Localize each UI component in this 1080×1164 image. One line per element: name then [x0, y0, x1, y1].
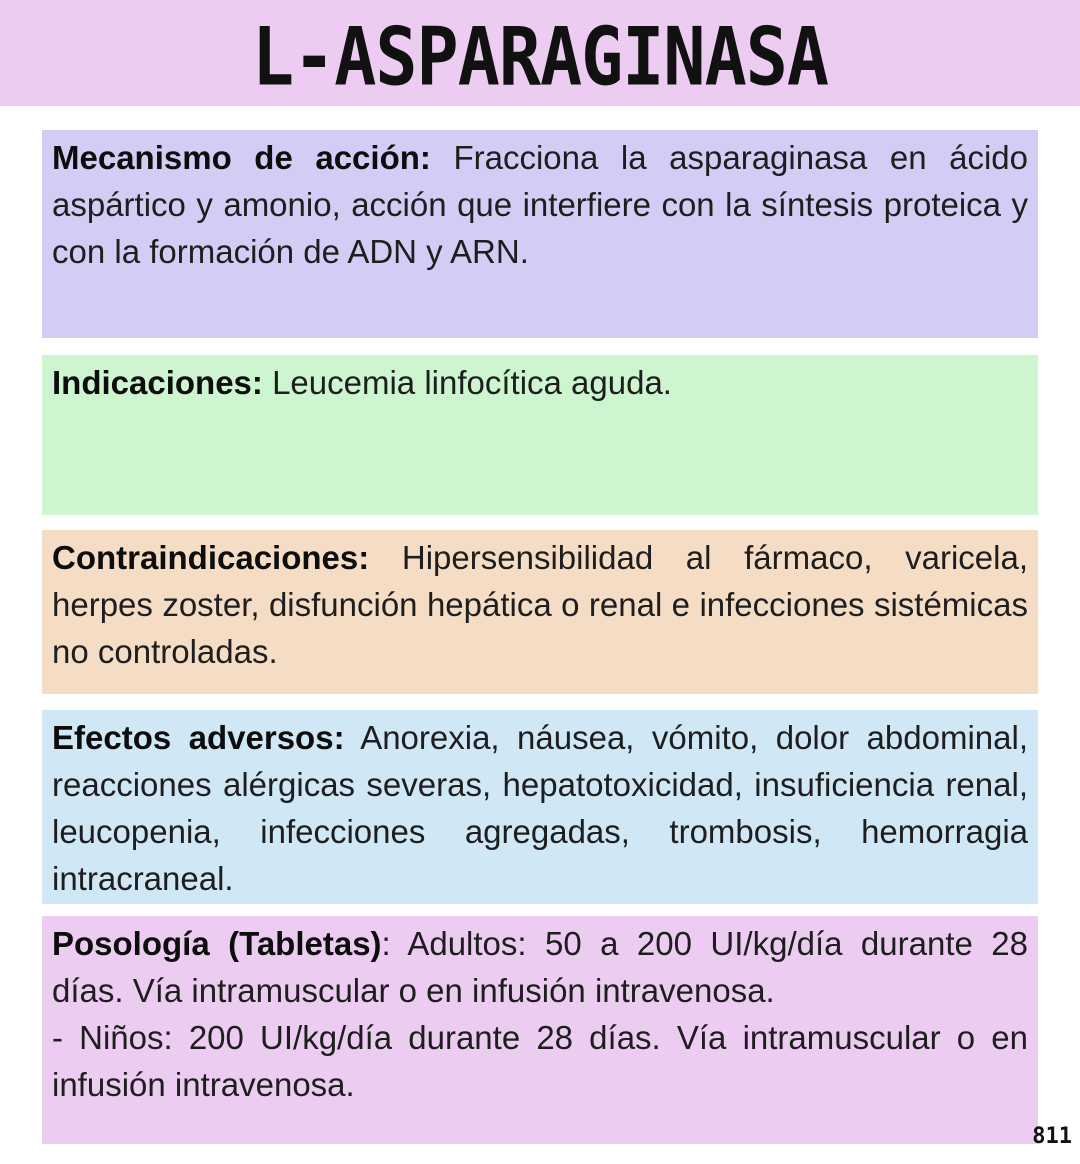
adverse-effects-text: Anorexia, náusea, vómito, dolor abdominal, reacciones alérgicas severas, hepatotoxicidad, insuficiencia renal, leucopenia, infecciones agregadas, trombosis, hemorragia intracraneal.	[52, 719, 1028, 897]
indications-paragraph	[52, 359, 1028, 406]
dosage-paragraph-children: - Niños: 200 UI/kg/día durante 28 días. Vía intramuscular o en infusión intravenosa.	[52, 1019, 1028, 1103]
mechanism-label: Mecanismo de acción:	[52, 139, 431, 176]
dosage-section	[42, 916, 1038, 1144]
indications-section	[42, 355, 1038, 515]
dosage-adults-text: : Adultos: 50 a 200 UI/kg/día durante 28 días. Vía intramuscular o en infusión intravenosa.	[52, 925, 1028, 1009]
mechanism-section	[42, 130, 1038, 338]
page-number: 811	[1032, 1124, 1072, 1149]
contraindications-text: Hipersensibilidad al fármaco, varicela, herpes zoster, disfunción hepática o renal e infecciones sistémicas no controladas.	[52, 539, 1029, 670]
indications-text: Leucemia linfocítica aguda.	[272, 364, 672, 401]
contraindications-section	[42, 530, 1038, 694]
adverse-effects-section	[42, 710, 1038, 904]
adverse-effects-paragraph	[52, 714, 1028, 902]
contraindications-label: Contraindicaciones:	[52, 539, 370, 576]
title-banner	[0, 0, 1080, 106]
page-title: L-ASPARAGINASA	[251, 9, 828, 105]
contraindications-paragraph	[52, 534, 1028, 675]
indications-label: Indicaciones:	[52, 364, 263, 401]
dosage-label: Posología (Tabletas)	[52, 925, 382, 962]
mechanism-text: Fracciona la asparaginasa en ácido aspártico y amonio, acción que interfiere con la síntesis proteica y con la formación de ADN y ARN.	[52, 139, 1028, 270]
mechanism-paragraph	[52, 134, 1028, 275]
adverse-effects-label: Efectos adversos:	[52, 719, 345, 756]
dosage-paragraph-adults	[52, 920, 1028, 1014]
